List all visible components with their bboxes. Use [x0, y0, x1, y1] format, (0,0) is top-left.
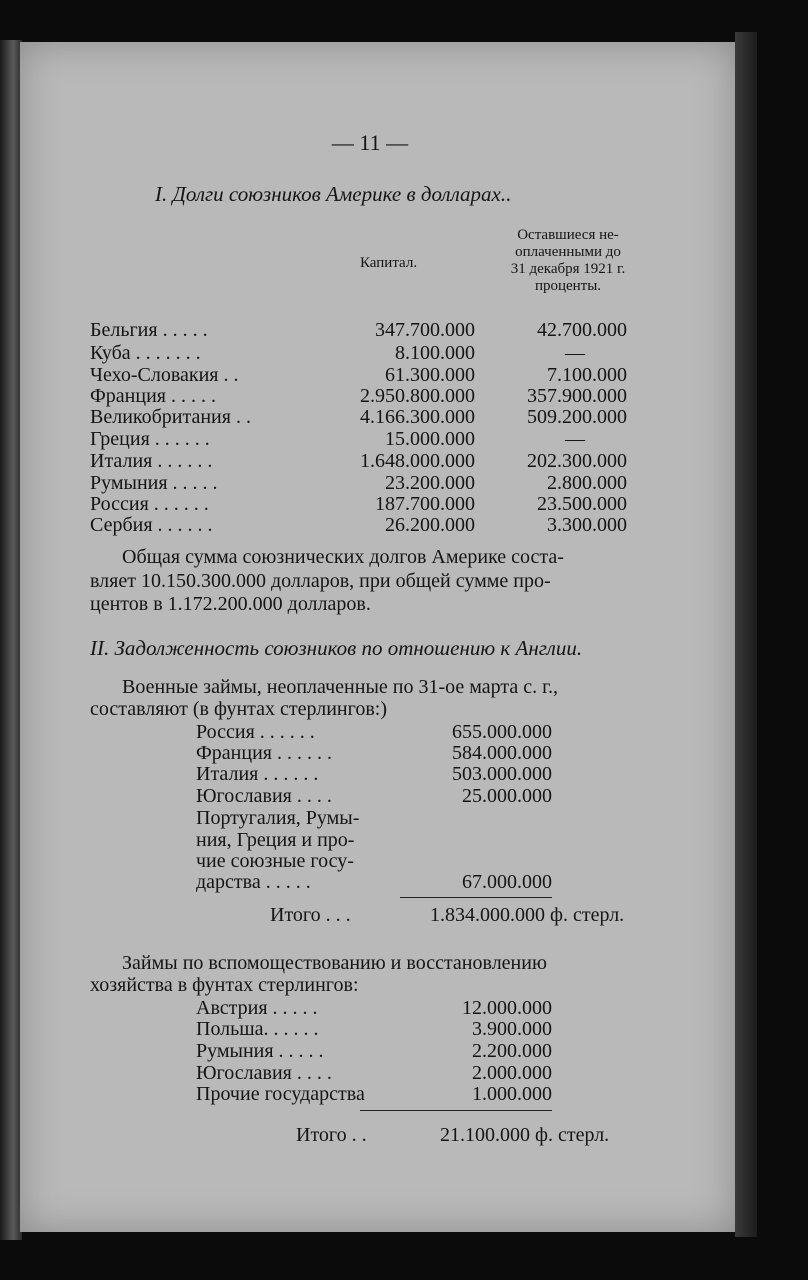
interest-value: 509.200.000 — [527, 406, 627, 428]
country-name: Польша. . . . . . — [196, 1018, 319, 1040]
interest-value: 42.700.000 — [537, 319, 627, 341]
total-label: Итого . . — [296, 1124, 367, 1146]
loan-value: 2.200.000 — [472, 1040, 552, 1062]
loan-value: 67.000.000 — [462, 871, 552, 893]
capital-value: 26.200.000 — [385, 514, 475, 536]
country-name: Франция . . . . . — [90, 385, 216, 407]
capital-value: 15.000.000 — [385, 428, 475, 450]
interest-value: 23.500.000 — [537, 493, 627, 515]
loan-value: 584.000.000 — [452, 742, 552, 764]
loan-value: 503.000.000 — [452, 763, 552, 785]
country-name: Великобритания . . — [90, 406, 251, 428]
capital-value: 1.648.000.000 — [360, 450, 475, 472]
page-number: — 11 — — [331, 130, 409, 155]
loan-value: 1.000.000 — [472, 1083, 552, 1105]
country-name: Югославия . . . . — [196, 785, 332, 807]
country-name: Куба . . . . . . . — [90, 342, 201, 364]
capital-value: 61.300.000 — [385, 364, 475, 386]
interest-value: 202.300.000 — [527, 450, 627, 472]
loan-value: 655.000.000 — [452, 721, 552, 743]
capital-value: 4.166.300.000 — [360, 406, 475, 428]
interest-value: 2.800.000 — [547, 472, 627, 494]
loan-value: 25.000.000 — [462, 785, 552, 807]
loan-value: 12.000.000 — [462, 997, 552, 1019]
country-name: Румыния . . . . . — [90, 472, 218, 494]
interest-value: — — [565, 342, 585, 364]
country-name: Чехо-Словакия . . — [90, 364, 239, 386]
book-cover-edge — [735, 32, 757, 1237]
country-name: Австрия . . . . . — [196, 997, 318, 1019]
country-name: ния, Греция и про- — [196, 829, 355, 851]
country-name: Россия . . . . . . — [196, 721, 315, 743]
total-value: 1.834.000.000 ф. стерл. — [430, 904, 625, 926]
country-name: Югославия . . . . — [196, 1062, 332, 1084]
interest-value: 357.900.000 — [527, 385, 627, 407]
column-header-capital: Капитал. — [360, 255, 418, 271]
capital-value: 187.700.000 — [375, 493, 475, 515]
total-value: 21.100.000 ф. стерл. — [440, 1124, 610, 1146]
interest-value: 3.300.000 — [547, 514, 627, 536]
country-name: Бельгия . . . . . — [90, 319, 208, 341]
sum-rule — [360, 1110, 552, 1111]
section1-title: I. Долги союзников Америке в долларах.. — [155, 182, 512, 206]
country-name: чие союзные госу- — [196, 850, 354, 872]
loan-value: 3.900.000 — [472, 1018, 552, 1040]
country-name: Италия . . . . . . — [90, 450, 213, 472]
country-name: Италия . . . . . . — [196, 763, 319, 785]
country-name: дарства . . . . . — [196, 871, 311, 893]
capital-value: 347.700.000 — [375, 319, 475, 341]
section2-title: II. Задолженность союзников по отношению к Англии. — [90, 636, 583, 660]
sum-rule — [400, 897, 552, 898]
country-name: Румыния . . . . . — [196, 1040, 324, 1062]
interest-value: 7.100.000 — [547, 364, 627, 386]
interest-value: — — [565, 428, 585, 450]
capital-value: 8.100.000 — [395, 342, 475, 364]
country-name: Греция . . . . . . — [90, 428, 210, 450]
country-name: Португалия, Румы- — [196, 807, 360, 829]
country-name: Россия . . . . . . — [90, 493, 209, 515]
loan-value: 2.000.000 — [472, 1062, 552, 1084]
total-label: Итого . . . — [270, 904, 351, 926]
capital-value: 2.950.800.000 — [360, 385, 475, 407]
country-name: Сербия . . . . . . — [90, 514, 213, 536]
country-name: Франция . . . . . . — [196, 742, 332, 764]
book-spine-shadow — [0, 40, 22, 1240]
capital-value: 23.200.000 — [385, 472, 475, 494]
country-name: Прочие государства — [196, 1083, 365, 1105]
column-header-interest: Оставшиеся не- оплаченными до 31 декабря 1921 г. проценты. — [510, 227, 626, 294]
